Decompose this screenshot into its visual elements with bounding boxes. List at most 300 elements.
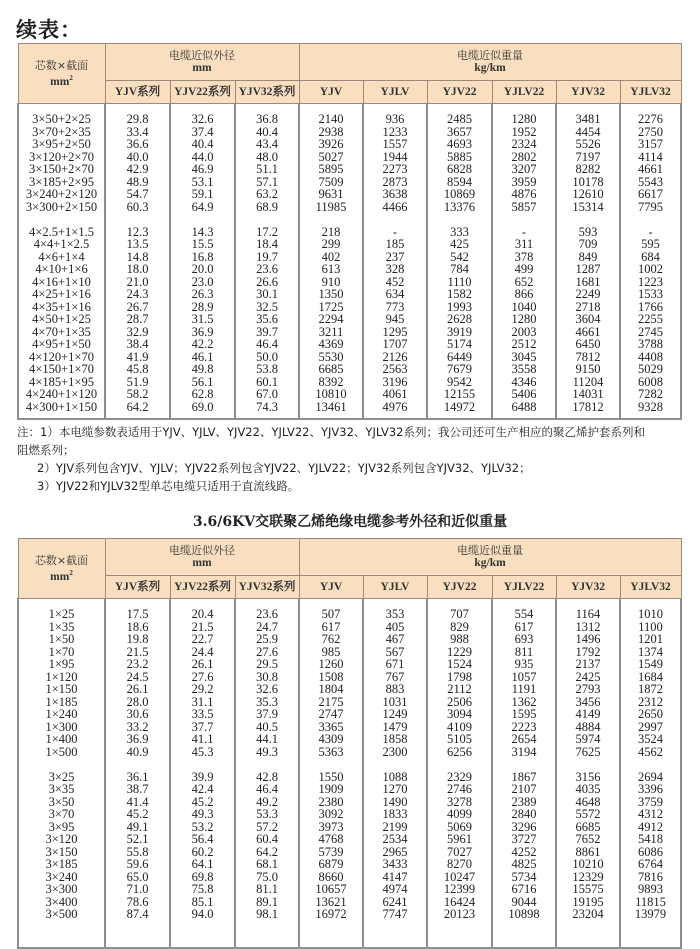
cell-value: 866 [514,287,534,301]
table-body [18,599,681,948]
cell-value: 16972 [315,907,347,921]
cell-value: 24.3 [126,287,149,301]
cell-value: 5885 [447,149,473,164]
cell-value: 59.1 [191,187,214,201]
cell-spec: 4×4+1×2.5 [33,237,90,251]
cell-value: 2380 [318,794,344,809]
column-3 [235,104,299,420]
cell-value: 10810 [315,387,347,401]
cell-value: 4661 [575,324,601,339]
cell-spec: 4×6+1×4 [38,249,85,264]
cell-value: 53.2 [191,819,214,834]
cell-value: 910 [321,274,341,289]
cell-value: 27.6 [256,644,278,659]
cell-value: 26.7 [126,299,149,314]
cell-value: 849 [578,249,598,264]
cell-value: 10898 [508,907,540,921]
cell-value: 33.4 [126,124,149,139]
cell-value: 5572 [575,807,601,821]
cell-value: 18.4 [256,237,278,251]
cell-value: 5961 [447,832,473,846]
cell-value: 20.0 [191,262,214,276]
cell-value: 6617 [638,187,664,201]
cell-value: 1295 [382,324,408,339]
cell-value: 48.9 [126,174,149,189]
cell-value: 17.2 [256,224,278,239]
cell-value: 8270 [447,857,473,871]
note-1: 注：1）本电缆参数表适用于YJV、YJLV、YJV22、YJLV22、YJV32、YJLV32系列；我公司还可生产相应的聚乙烯护套系列和 [17,425,645,439]
section-title: 3.6/6KV交联聚乙烯绝缘电缆参考外径和近似重量 [192,514,508,530]
cell-value: 22.7 [191,632,214,646]
cell-value: 10178 [572,174,604,189]
cell-spec: 4×150+1×70 [29,362,94,376]
column-9 [620,104,681,420]
cell-value: 51.1 [256,162,278,176]
cell-value: 11204 [572,374,604,389]
subheader-col-6: YJLV22 [492,81,556,104]
cell-value: 65.0 [126,869,149,884]
cell-value: 5174 [447,337,473,351]
cell-value: 378 [514,249,534,264]
column-7 [492,104,556,420]
cell-value: 2840 [511,807,537,821]
cell-value: 3194 [511,744,537,759]
cell-value: 46.1 [191,349,214,364]
cell-value: - [392,224,398,239]
cell-value: 4648 [575,794,601,809]
cell-value: 3365 [318,719,344,734]
cell-value: 1867 [511,769,537,784]
cell-value: 36.8 [256,112,278,126]
cell-value: 811 [514,644,534,659]
cell-spec: 3×95+2×50 [32,137,91,151]
cell-value: 30.1 [256,287,278,301]
cell-value: 1280 [511,312,537,326]
cell-value: 4661 [638,162,664,176]
cell-value: 14.8 [126,249,149,264]
cell-value: 18.0 [126,262,149,276]
cell-spec: 4×35+1×16 [32,299,91,314]
cell-value: 4309 [318,732,344,746]
subheader-col-5: YJV22 [427,576,492,599]
cell-value: 299 [321,237,341,251]
cell-value: 2563 [382,362,408,376]
cell-spec: 3×185+2×95 [29,174,94,189]
cell-value: 10247 [443,869,476,884]
cell-value: 3157 [638,137,664,151]
cell-value: 36.9 [126,732,149,746]
cell-value: 18.6 [126,619,149,634]
cell-value: 9893 [638,882,664,896]
cell-spec: 1×500 [45,744,78,759]
cell-value: 5530 [318,349,344,364]
subheader-col-5: YJV22 [427,81,492,104]
cell-value: 4884 [575,719,601,734]
cell-value: 1858 [382,732,408,746]
cell-value: 6685 [575,819,601,834]
cell-value: 2255 [638,312,664,326]
cell-value: 3433 [382,857,408,871]
cell-value: 42.9 [126,162,149,176]
cell-value: 2312 [638,694,664,709]
cell-value: 21.5 [191,619,214,634]
cell-value: 2654 [511,732,537,746]
cell-value: 23204 [572,907,604,921]
cell-value: 671 [385,657,405,671]
cell-value: 42.4 [191,782,214,796]
cell-value: 42.8 [256,769,278,784]
cell-value: 1233 [382,124,408,139]
cell-value: 45.2 [126,807,149,821]
cell-value: 43.4 [256,137,278,151]
cell-value: 10210 [572,857,604,871]
cell-value: 19.8 [126,632,149,646]
cell-value: 19.7 [256,249,278,264]
cell-value: 2747 [318,707,344,721]
cell-value: 5069 [447,819,473,834]
cell-value: 6764 [638,857,664,871]
cell-value: 9631 [318,187,344,201]
cell-spec: 4×25+1×16 [32,287,91,301]
cell-value: 3657 [447,124,473,139]
cell-value: 1681 [575,274,601,289]
subheader-col-1: YJV22系列 [170,81,235,104]
cell-value: 2273 [382,162,408,176]
cell-value: 75.0 [256,869,278,884]
cell-value: 32.6 [191,112,214,126]
cell-value: 1350 [318,287,344,301]
cell-value: 45.2 [191,794,214,809]
header-diameter-group: 电缆近似外径 mm [105,539,299,576]
cell-value: 936 [385,112,405,126]
cell-value: 37.7 [191,719,214,734]
cell-value: 15314 [572,199,604,214]
cell-value: 36.9 [191,324,214,339]
cell-value: 1362 [511,694,537,709]
cell-value: 2112 [447,682,472,696]
cell-value: 10869 [443,187,476,201]
cell-value: 353 [385,607,405,621]
cell-value: 3092 [318,807,344,821]
cell-value: 40.9 [126,744,149,759]
cell-value: 1191 [511,682,537,696]
cell-value: 8282 [575,162,601,176]
cell-value: 4454 [575,124,601,139]
cell-value: 4976 [382,399,408,414]
cell-value: 60.2 [191,844,214,859]
cell-value: 2294 [318,312,344,326]
cell-spec: 1×70 [48,644,75,659]
notes [17,423,687,495]
cell-value: 1287 [575,262,601,276]
cell-value: 2276 [638,112,664,126]
cell-value: 767 [385,669,405,684]
cell-spec: 4×95+1×50 [32,337,91,351]
cell-value: 1909 [318,782,344,796]
subheader-col-3: YJV [299,81,363,104]
cell-value: 5363 [318,744,344,759]
cell-value: 64.9 [191,199,214,214]
cell-value: 3094 [447,707,473,721]
cell-value: 14972 [443,399,476,414]
subheader-col-7: YJV32 [556,81,620,104]
cell-spec: 1×95 [48,657,75,671]
cell-value: 28.7 [126,312,149,326]
cell-spec: 3×185 [45,857,78,871]
cell-value: 23.6 [256,262,278,276]
cell-value: 13376 [443,199,476,214]
cell-value: 26.1 [191,657,214,671]
cell-value: 617 [514,619,534,634]
cell-value: 2140 [318,112,344,126]
cell-value: 883 [385,682,405,696]
cell-value: 3558 [511,362,537,376]
cell-value: 24.5 [126,669,149,684]
cell-value: 20.4 [191,607,214,621]
cell-value: 58.2 [126,387,149,401]
column-6 [427,599,492,948]
cell-value: 35.6 [256,312,278,326]
cell-value: 6879 [318,857,344,871]
cell-value: 1524 [447,657,473,671]
column-2 [170,599,235,948]
cell-value: 68.9 [256,199,278,214]
cell-spec: 3×300 [45,882,78,896]
cell-value: 2938 [318,124,344,139]
cell-value: 3759 [638,794,664,809]
cell-value: 4369 [318,337,344,351]
cell-value: 36.6 [126,137,149,151]
cell-value: 46.4 [256,782,278,796]
cell-value: 32.9 [126,324,149,339]
cell-value: 707 [450,607,469,621]
cell-value: 3524 [638,732,664,746]
cell-value: 17812 [572,399,604,414]
cell-value: 4346 [511,374,537,389]
cell-value: 27.6 [191,669,214,684]
cell-spec: 3×70 [48,807,75,821]
cell-value: 2137 [575,657,601,671]
cell-value: 55.8 [126,844,149,859]
cell-value: 1057 [511,669,537,684]
cell-value: 1040 [511,299,537,314]
cell-value: 5857 [511,199,537,214]
cell-value: - [648,224,653,239]
cell-value: 15.5 [191,237,214,251]
cell-value: 71.0 [126,882,149,896]
cell-value: 4061 [382,387,408,401]
cell-value: 1002 [638,262,664,276]
cell-value: 4876 [511,187,537,201]
cell-value: 36.1 [126,769,149,784]
cell-value: 5418 [638,832,664,846]
cell-value: 94.0 [191,907,214,921]
cell-value: 2389 [511,794,537,809]
cell-value: 6488 [511,399,537,414]
cell-value: 1223 [638,274,664,289]
cell-value: 38.4 [126,337,149,351]
cell-value: 1792 [575,644,601,659]
cell-value: 709 [578,237,598,251]
cell-value: 12155 [443,387,476,401]
subheader-col-4: YJLV [363,81,427,104]
subheader-col-8: YJLV32 [620,576,681,599]
cell-spec: 3×95 [48,819,75,834]
cell-value: 1100 [638,619,663,634]
column-7 [492,599,556,948]
cell-value: 2329 [447,769,473,784]
cell-value: 5739 [318,844,344,859]
cell-value: 50.0 [256,349,278,364]
cell-value: 467 [385,632,405,646]
cell-value: 507 [321,607,341,621]
cell-spec: 4×240+1×120 [25,387,98,401]
cell-value: 53.3 [256,807,278,821]
cell-value: 4099 [447,807,473,821]
cell-value: 33.5 [191,707,214,721]
cell-value: 1833 [382,807,408,821]
cell-value: 1944 [382,149,408,164]
cell-spec: 3×70+2×35 [32,124,91,139]
cell-value: 1725 [318,299,344,314]
subheader-col-2: YJV32系列 [235,576,299,599]
cell-value: 28.9 [191,299,214,314]
cell-value: 13461 [315,399,347,414]
subheader-col-0: YJV系列 [105,81,170,104]
cell-value: 29.5 [256,657,278,671]
cell-value: 35.3 [256,694,278,709]
cell-value: 52.1 [126,832,149,846]
cell-value: 30.6 [126,707,149,721]
cell-value: 2534 [382,832,408,846]
cell-value: 13979 [634,907,667,921]
cell-value: 3481 [575,112,601,126]
cell-value: 98.1 [256,907,278,921]
cell-value: 49.2 [256,794,278,809]
cell-spec: 4×185+1×95 [29,374,94,389]
cell-value: 499 [514,262,534,276]
cell-value: 11985 [315,199,347,214]
cell-value: 593 [578,224,598,239]
cell-value: 1490 [382,794,408,809]
cell-value: 29.2 [191,682,214,696]
cell-value: 1110 [447,274,472,289]
cell-value: 634 [385,287,405,301]
subheader-col-3: YJV [299,576,363,599]
cell-spec: 3×300+2×150 [25,199,98,214]
cell-value: 935 [514,657,534,671]
cell-value: 48.0 [256,149,278,164]
cell-value: 4693 [447,137,473,151]
cell-value: 3727 [511,832,537,846]
cell-value: 56.1 [191,374,214,389]
subheader-col-0: YJV系列 [105,576,170,599]
cell-value: 5027 [318,149,344,164]
cell-value: 1508 [318,669,344,684]
cell-value: 2512 [511,337,537,351]
cell-value: 2694 [638,769,664,784]
cell-value: 1582 [447,287,473,301]
cell-value: 311 [514,237,534,251]
cell-value: 3919 [447,324,473,339]
cell-value: 1260 [318,657,344,671]
cell-value: 3973 [318,819,344,834]
cell-value: 5526 [575,137,601,151]
cell-value: 652 [514,274,534,289]
cell-value: 60.4 [256,832,278,846]
cell-value: 13621 [315,894,347,909]
cell-value: 1249 [382,707,408,721]
cell-value: 9542 [447,374,473,389]
cell-spec: 1×185 [45,694,78,709]
cell-spec: 1×300 [45,719,78,734]
cell-spec: 3×150 [45,844,78,859]
cell-value: 4109 [447,719,473,734]
cell-value: 405 [385,619,405,634]
cell-value: 9328 [638,399,664,414]
cell-value: 4825 [511,857,537,871]
cell-value: 829 [450,619,469,634]
column-5 [363,104,427,420]
cell-value: 68.1 [256,857,278,871]
cell-spec: 3×50+2×25 [32,112,91,126]
cell-value: 7625 [575,744,601,759]
cell-value: 24.7 [256,619,278,634]
cell-value: 8660 [318,869,344,884]
header-weight-group: 电缆近似重量 kg/km [299,44,681,81]
cell-spec: 3×240 [45,869,78,884]
cell-spec: 1×400 [45,732,78,746]
cell-value: 41.1 [191,732,214,746]
cell-value: 10657 [315,882,347,896]
cell-value: 3296 [511,819,537,834]
cell-value: 16424 [443,894,476,909]
cell-value: 7197 [575,149,601,164]
cell-value: 6449 [447,349,473,364]
cell-value: 1229 [447,644,473,659]
cell-value: 44.0 [191,149,214,164]
cell-value: 3456 [575,694,601,709]
cell-value: 6828 [447,162,473,176]
cell-value: 7747 [382,907,408,921]
cell-value: 1766 [638,299,664,314]
cell-value: 41.9 [126,349,149,364]
cell-value: 3604 [575,312,601,326]
cell-value: 49.3 [191,807,214,821]
cell-value: 45.3 [191,744,214,759]
note-1-cont: 阻燃系列； [17,443,75,457]
cell-spec: 4×2.5+1×1.5 [29,224,94,239]
cell-value: 69.0 [191,399,214,414]
header-core-section: 芯数×截面 $mm^2$ [18,44,105,104]
cell-value: 2003 [511,324,537,339]
cell-value: 16.8 [191,249,214,264]
cell-value: 1684 [638,669,664,684]
cell-value: 14.3 [191,224,214,239]
cell-value: 452 [385,274,405,289]
cell-value: 53.8 [256,362,278,376]
cell-value: 24.4 [191,644,214,659]
cell-value: 7812 [575,349,601,364]
cell-value: 8861 [575,844,601,859]
cell-value: 2750 [638,124,664,139]
subheader-col-4: YJLV [363,576,427,599]
column-0 [18,599,105,948]
cell-value: 4562 [638,744,664,759]
cell-value: 3959 [511,174,537,189]
subheader-col-1: YJV22系列 [170,576,235,599]
cell-value: 2485 [447,112,473,126]
